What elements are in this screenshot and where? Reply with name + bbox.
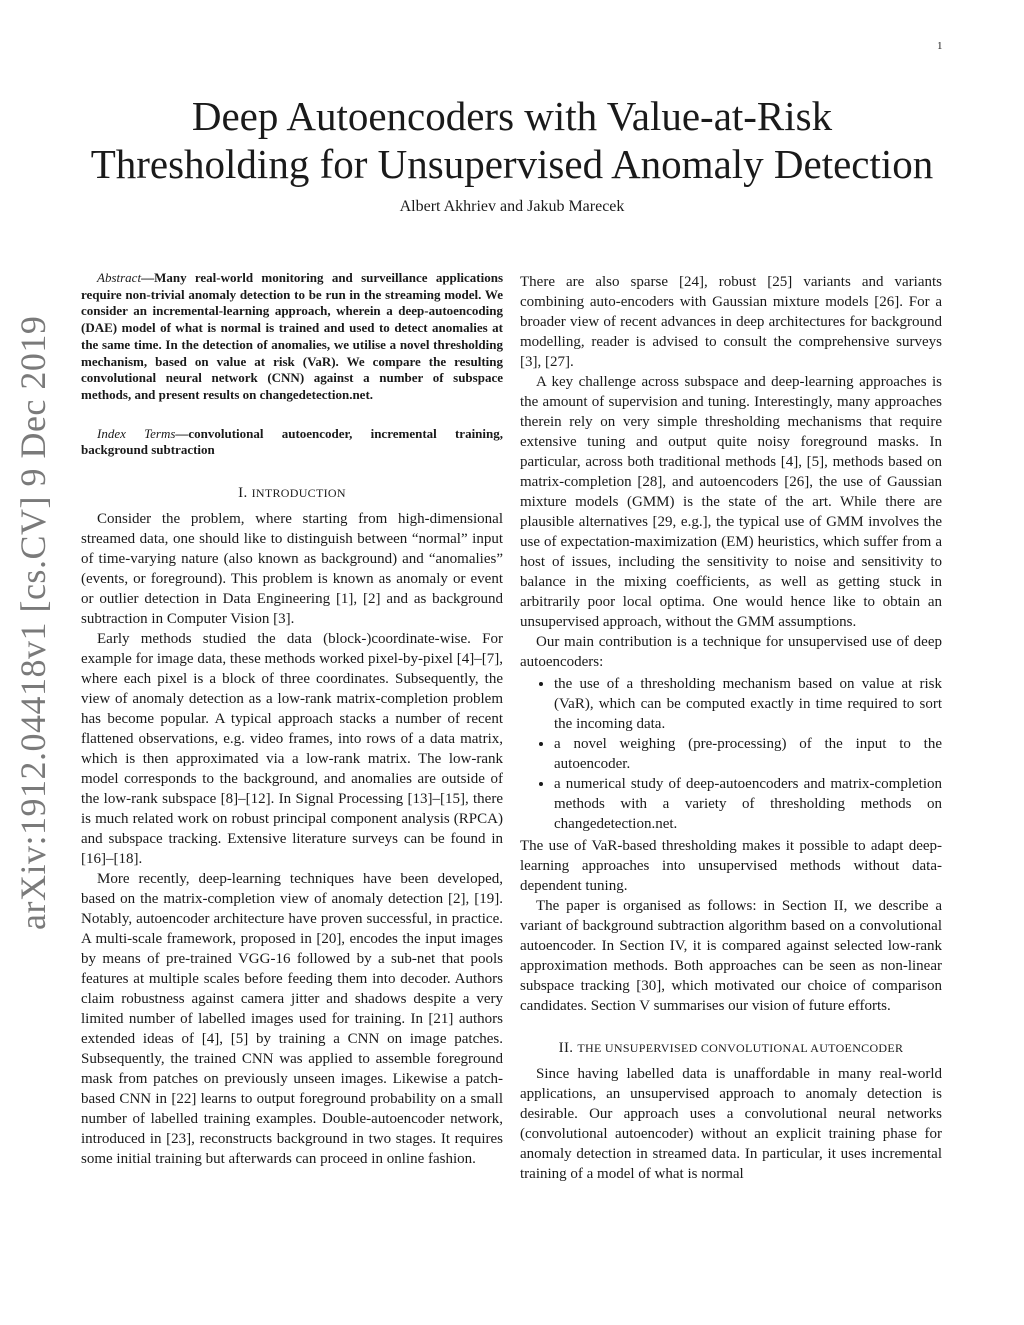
section-2-number: II. xyxy=(558,1040,574,1056)
section-1-title: INTRODUCTION xyxy=(251,486,346,501)
section-1-number: I. xyxy=(238,485,248,502)
arxiv-watermark: arXiv:1912.04418v1 [cs.CV] 9 Dec 2019 xyxy=(13,315,53,930)
section-1-heading xyxy=(81,483,503,503)
title-line-1: Deep Autoencoders with Value-at-Risk xyxy=(191,93,833,139)
contribution-list xyxy=(520,674,942,834)
section-2-title: THE UNSUPERVISED CONVOLUTIONAL AUTOENCODER xyxy=(577,1041,904,1055)
right-column xyxy=(520,272,942,1184)
right-paragraph-3: Our main contribution is a technique for unsupervised use of deep autoencoders: xyxy=(520,634,942,670)
title-line-2: Thresholding for Unsupervised Anomaly Detection xyxy=(90,141,934,187)
contribution-item: • a novel weighing (pre-processing) of the input to the autoencoder. xyxy=(554,734,942,774)
index-terms xyxy=(81,426,503,459)
right-paragraph-2: A key challenge across subspace and deep-learning approaches is the amount of supervision and tuning. Interestingly, many approaches therein rely on very simple thresholding mechanisms that require extensive tuning and output quite noisy foreground masks. In particular, across both traditional methods [4], [5], methods based on matrix-completion [28], and autoencoders [26], the use of Gaussian mixture models (GMM) is the state of the art. While there are plausible alternatives [29, e.g.], the typical use of GMM involves the use of expectation-maximization (EM) heuristics, which suffer from a host of issues, including the sensitivity to noise and sensitivity to balance in the mixing coefficients, as well as getting stuck in arbitrarily poor local optima. One would hence like to obtain an unsupervised approach, without the GMM assumptions. xyxy=(520,374,942,630)
contribution-item: • the use of a thresholding mechanism based on value at risk (VaR), which can be computed exactly in time required to sort the incoming data. xyxy=(554,674,942,734)
index-terms-label: Index Terms xyxy=(97,425,176,441)
abstract-label: Abstract xyxy=(97,270,142,285)
section-2-paragraph-1: Since having labelled data is unaffordable in many real-world applications, an unsupervised approach to anomaly detection is desirable. Our approach uses a convolutional neural networks (convolutional autoencoder) without an explicit training phase for anomaly detection in streamed data. In particular, it uses incremental training of a model of what is normal xyxy=(520,1066,942,1182)
right-paragraph-1: There are also sparse [24], robust [25] variants and variants combining auto-encoders with Gaussian mixture models [26]. For a broader view of recent advances in deep architectures for background modelling, reader is advised to consult the comprehensive surveys [3], [27]. xyxy=(520,274,942,370)
right-paragraph-5: The paper is organised as follows: in Section II, we describe a variant of background subtraction algorithm based on a convolutional autoencoder. In Section IV, it is compared against selected low-rank approximation methods. Both approaches can be seen as non-linear subspace tracking [30], which motivated our choice of comparison candidates. Section V summarises our vision of future efforts. xyxy=(520,898,942,1014)
abstract xyxy=(81,270,503,404)
right-paragraph-4: The use of VaR-based thresholding makes it possible to adapt deep-learning approaches into unsupervised methods without data-dependent tuning. xyxy=(520,838,942,894)
intro-paragraph-1: Consider the problem, where starting from high-dimensional streamed data, one should like to distinguish between “normal” input of time-varying nature (also known as background) and “anomalies” (events, or foreground). This problem is known as anomaly or event or outlier detection in Data Engineering [1], [2] and as background subtraction in Computer Vision [3]. xyxy=(81,511,503,628)
contribution-item: • a numerical study of deep-autoencoders and matrix-completion methods with a variety of thresholding methods on changedetection.net. xyxy=(554,774,942,834)
left-column xyxy=(81,270,503,1169)
authors: Albert Akhriev and Jakub Marecek xyxy=(399,198,625,215)
index-terms-text: —convolutional autoencoder, incremental training, background subtraction xyxy=(81,425,503,458)
intro-paragraph-3: More recently, deep-learning techniques have been developed, based on the matrix-completion view of anomaly detection [2], [19]. Notably, autoencoder architecture have proven successful, in practice. A multi-scale framework, proposed in [20], encodes the input images by means of pre-trained VGG-16 followed by a sub-net that pools features at multiple scales before feeding them into decoder. Authors claim robustness against camera jitter and shadows despite a very limited number of labelled images used for training. In [21] authors extended ideas of [4], [5] by training a CNN on image patches. Subsequently, the trained CNN was applied to assemble foreground mask from patches on previously unseen images. Likewise a patch-based CNN in [22] learns to output foreground probability on a small number of labelled training examples. Double-autoencoder network, introduced in [23], reconstructs background in two stages. It requires some initial training but afterwards can proceed in online fashion. xyxy=(81,871,503,1168)
abstract-text: —Many real-world monitoring and surveillance applications require non-trivial anomaly detection to be run in the streaming model. We consider an incremental-learning approach, wherein a deep-autoencoding (DAE) model of what is normal is trained and used to detect anomalies at the same time. In the detection of anomalies, we utilise a novel thresholding mechanism, based on value at risk (VaR). We compare the resulting convolutional neural network (CNN) against a number of subspace methods, and present results on changedetection.net. xyxy=(81,270,503,402)
paper-title xyxy=(80,92,944,188)
intro-paragraph-2: Early methods studied the data (block-)coordinate-wise. For example for image data, these methods worked pixel-by-pixel [4]–[7], where each pixel is a block of three coordinates. Subsequently, the view of anomaly detection as a low-rank matrix-completion problem has become popular. A typical approach stacks a number of recent flattened observations, e.g. video frames, into rows of a data matrix, which is then approximated via a low-rank matrix. The low-rank model corresponds to the background, and anomalies are outside of the low-rank subspace [8]–[12]. In Signal Processing [13]–[15], there is much related work on robust principal component analysis (RPCA) and subspace tracking. Extensive literature surveys can be found in [16]–[18]. xyxy=(81,631,503,868)
section-2-heading xyxy=(520,1038,942,1058)
page-number: 1 xyxy=(937,40,943,52)
